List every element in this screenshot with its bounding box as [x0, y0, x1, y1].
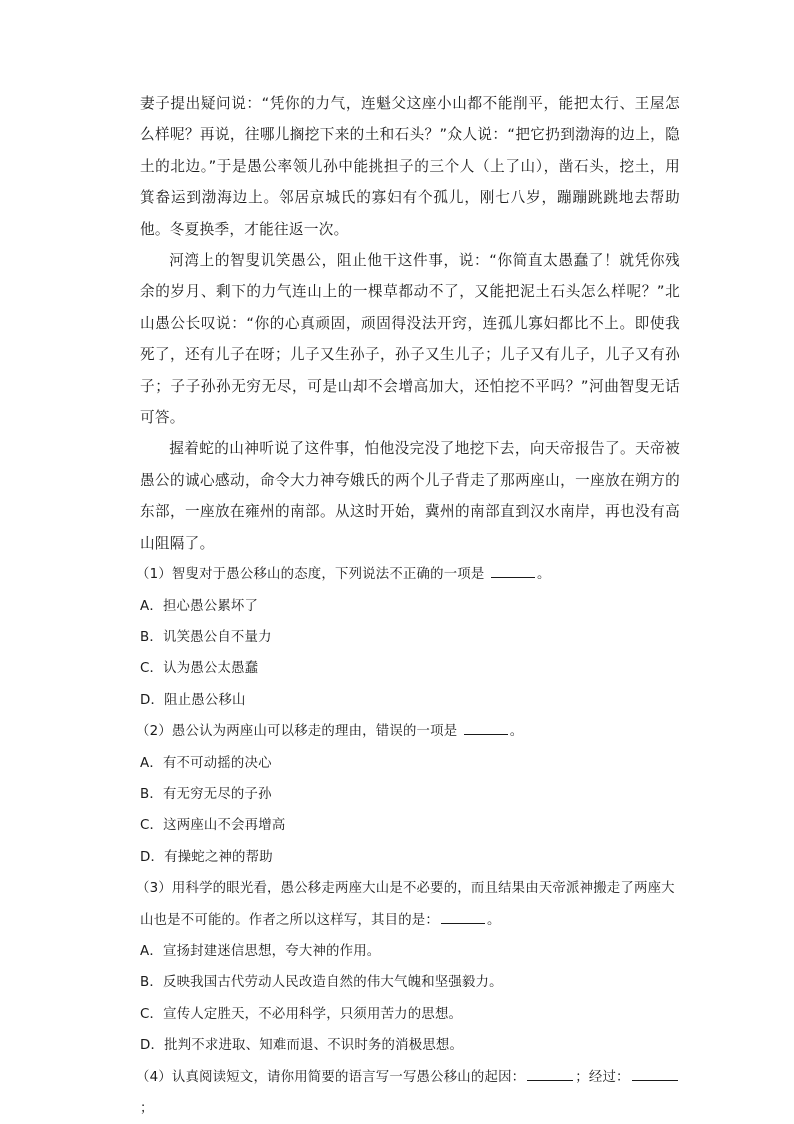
- question-4-text: （4）认真阅读短文，请你用简要的语言写一写愚公移山的起因：: [136, 1069, 526, 1085]
- question-2-end: 。: [509, 724, 524, 740]
- question-2-option-a[interactable]: A．有不可动摇的决心: [140, 755, 272, 771]
- question-1-option-b[interactable]: B．讥笑愚公自不量力: [140, 629, 272, 645]
- question-2-text: （2）愚公认为两座山可以移走的理由，错误的一项是: [136, 724, 462, 740]
- passage-paragraph-1: 妻子提出疑问说：“凭你的力气，连魁父这座小山都不能削平，能把太行、王屋怎么样呢？再说，往哪儿搁挖下来的土和石头？”众人说：“把它扔到渤海的边上，隐土的北边。”于是愚公率领儿孙中能挑担子的三个人（上了山），凿石头，挖土，用箕畚运到渤海边上。邻居京城氏的寡妇有个孤儿，刚七八岁，蹦蹦跳跳地去帮助他。冬夏换季，才能往返一次。: [140, 95, 680, 238]
- question-1-option-a[interactable]: A．担心愚公累坏了: [140, 598, 259, 614]
- question-1-end: 。: [536, 567, 551, 583]
- passage-paragraph-2: 河湾上的智叟讥笑愚公，阻止他干这件事，说：“你简直太愚蠢了！就凭你残余的岁月、剩下的力气连山上的一棵草都动不了，又能把泥土石头怎么样呢？”北山愚公长叹说：“你的心真顽固，顽固得没法开窍，连孤儿寡妇都比不上。即使我死了，还有儿子在呀；儿子又生孙子，孙子又生儿子；儿子又有儿子，儿子又有孙子；子子孙孙无穷无尽，可是山却不会增高加大，还怕挖不平吗？”河曲智叟无话可答。: [140, 252, 680, 427]
- question-1-answer-blank[interactable]: [491, 564, 535, 578]
- question-3-text: （3）用科学的眼光看，愚公移走两座大山是不必要的，而且结果由天帝派神搬走了两座大山也是不可能的。作者之所以这样写，其目的是：: [136, 881, 675, 928]
- question-2-option-b[interactable]: B．有无穷无尽的子孙: [140, 786, 272, 802]
- question-2-option-d[interactable]: D．有操蛇之神的帮助: [140, 849, 273, 865]
- question-2-answer-blank[interactable]: [464, 721, 508, 735]
- passage-paragraph-3: 握着蛇的山神听说了这件事，怕他没完没了地挖下去，向天帝报告了。天帝被愚公的诚心感动，命令大力神夸娥氏的两个儿子背走了那两座山，一座放在朔方的东部，一座放在雍州的南部。从这时开始，冀州的南部直到汉水南岸，再也没有高山阻隔了。: [140, 440, 680, 552]
- question-4-process-blank[interactable]: [632, 1067, 678, 1081]
- question-4-stem: [136, 1062, 680, 1124]
- question-4-cause-blank[interactable]: [527, 1067, 573, 1081]
- question-1-stem: [136, 559, 680, 590]
- question-2-stem: [136, 716, 680, 747]
- question-3-option-c[interactable]: C．宣传人定胜天，不必用科学，只须用苦力的思想。: [140, 1006, 463, 1022]
- question-1-text: （1）智叟对于愚公移山的态度，下列说法不正确的一项是: [136, 567, 489, 583]
- question-4-end: ；: [140, 1101, 154, 1116]
- question-2-option-c[interactable]: C．这两座山不会再增高: [140, 818, 286, 834]
- question-3-option-b[interactable]: B．反映我国古代劳动人民改造自然的伟大气魄和坚强毅力。: [140, 975, 503, 991]
- question-3-option-a[interactable]: A．宣扬封建迷信思想，夸大神的作用。: [140, 943, 381, 959]
- document-content: [136, 88, 680, 1124]
- question-3-option-d[interactable]: D．批判不求进取、知难而退、不识时务的消极思想。: [140, 1038, 464, 1054]
- question-3-end: 。: [487, 912, 501, 928]
- question-3-answer-blank[interactable]: [441, 910, 485, 924]
- question-4-mid: ；经过：: [575, 1069, 630, 1085]
- question-1-option-d[interactable]: D．阻止愚公移山: [140, 692, 246, 708]
- question-3-stem: [136, 873, 680, 936]
- question-1-option-c[interactable]: C．认为愚公太愚蠢: [140, 661, 259, 677]
